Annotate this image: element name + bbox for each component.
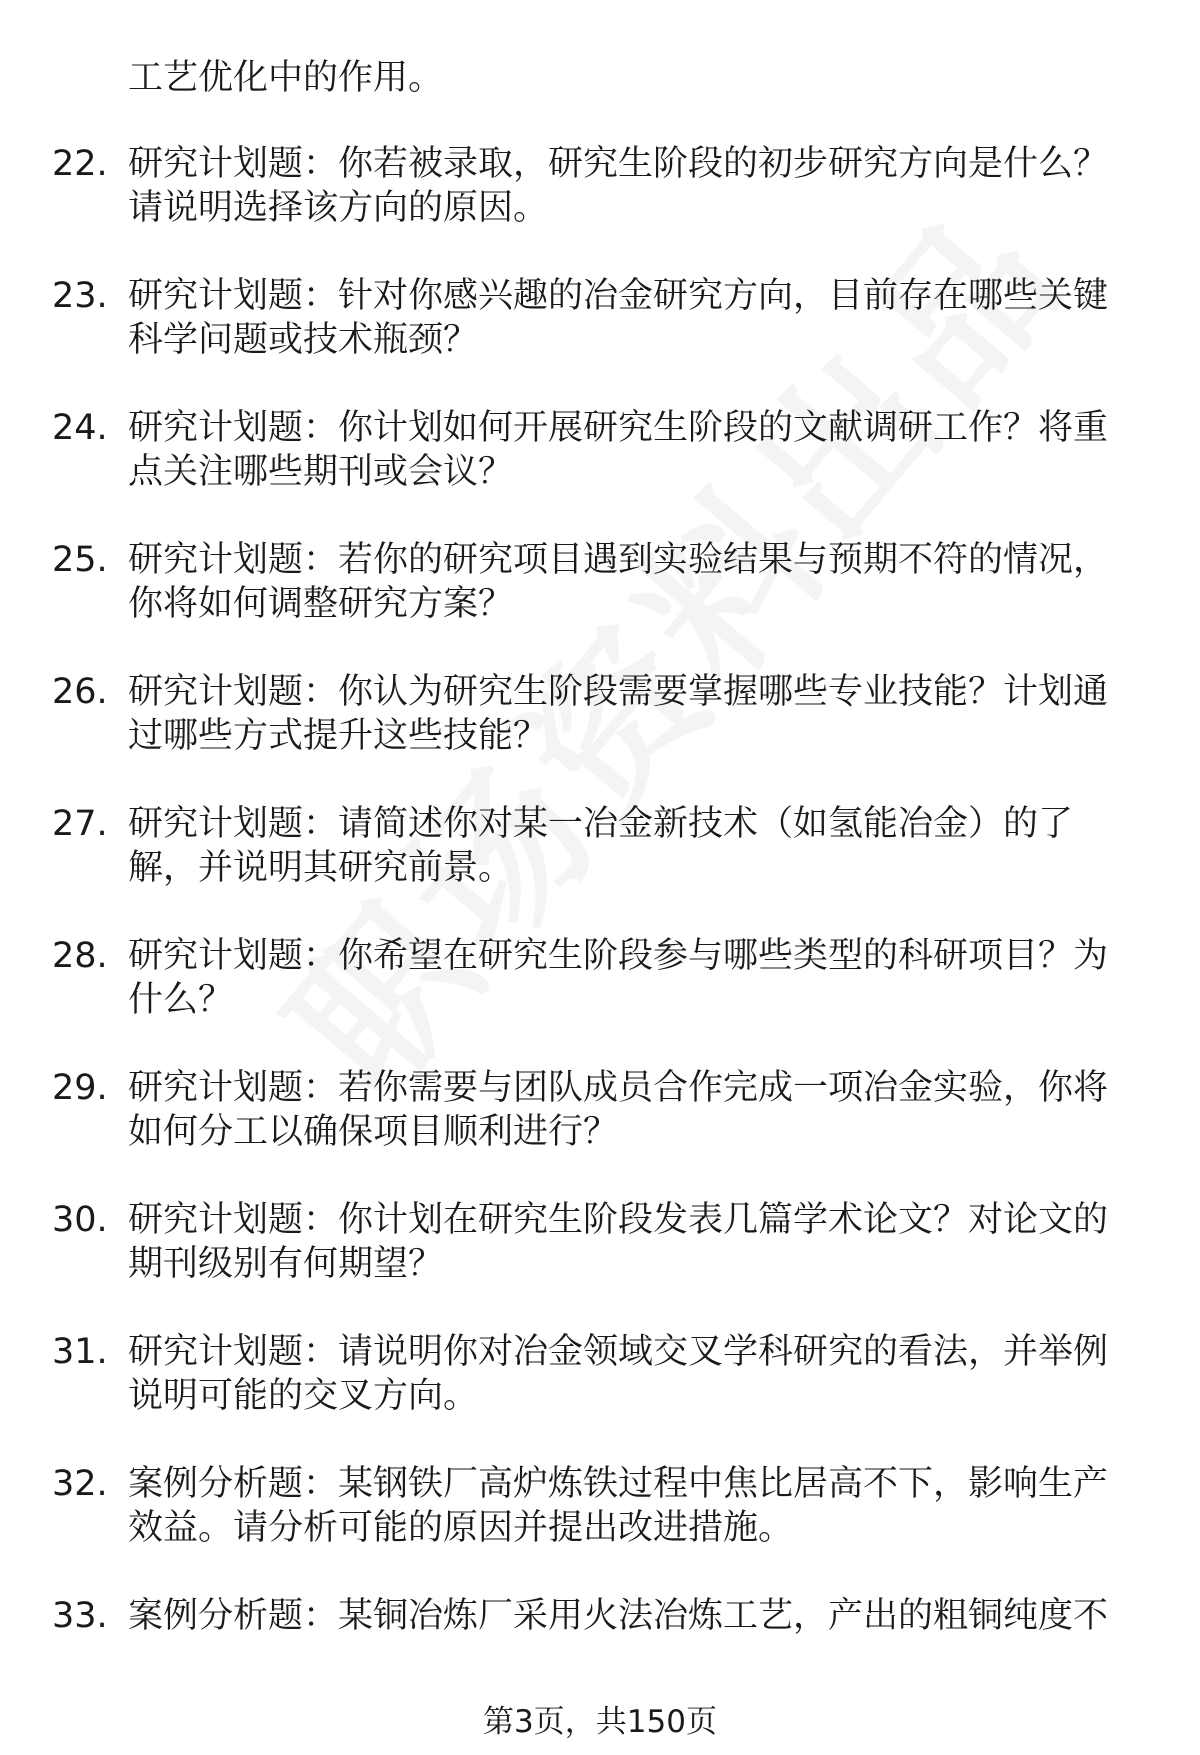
question-text: 研究计划题：请说明你对冶金领域交叉学科研究的看法，并举例说明可能的交叉方向。 — [128, 1332, 1109, 1416]
question-number: 29. — [52, 1068, 108, 1108]
question-text: 案例分析题：某钢铁厂高炉炼铁过程中焦比居高不下，影响生产效益。请分析可能的原因并提出改进措施。 — [128, 1464, 1109, 1548]
question-number: 25. — [52, 540, 108, 580]
question-item — [52, 1198, 1142, 1330]
question-item — [52, 670, 1142, 802]
question-text: 研究计划题：针对你感兴趣的冶金研究方向，目前存在哪些关键科学问题或技术瓶颈？ — [128, 276, 1109, 360]
question-number: 27. — [52, 804, 108, 844]
page-footer: 第3页，共150页 — [483, 1704, 717, 1740]
question-text: 研究计划题：你若被录取，研究生阶段的初步研究方向是什么？请说明选择该方向的原因。 — [128, 144, 1109, 228]
question-number: 33. — [52, 1596, 108, 1636]
question-item — [52, 406, 1142, 538]
question-text: 研究计划题：你计划如何开展研究生阶段的文献调研工作？将重点关注哪些期刊或会议？ — [128, 408, 1109, 492]
question-number: 30. — [52, 1200, 108, 1240]
continued-text: 工艺优化中的作用。 — [128, 58, 444, 98]
question-number: 28. — [52, 936, 108, 976]
question-number: 31. — [52, 1332, 108, 1372]
question-text: 案例分析题：某铜冶炼厂采用火法冶炼工艺，产出的粗铜纯度不 — [128, 1596, 1109, 1636]
question-item — [52, 1330, 1142, 1462]
question-number: 32. — [52, 1464, 108, 1504]
question-text: 研究计划题：你认为研究生阶段需要掌握哪些专业技能？计划通过哪些方式提升这些技能？ — [128, 672, 1109, 756]
question-number: 24. — [52, 408, 108, 448]
question-number: 23. — [52, 276, 108, 316]
question-number: 22. — [52, 144, 108, 184]
question-text: 研究计划题：你希望在研究生阶段参与哪些类型的科研项目？为什么？ — [128, 936, 1109, 1020]
question-number: 26. — [52, 672, 108, 712]
question-item — [52, 274, 1142, 406]
question-list — [52, 142, 1142, 1726]
question-item — [52, 934, 1142, 1066]
question-item — [52, 1462, 1142, 1594]
question-item — [52, 142, 1142, 274]
question-text: 研究计划题：你计划在研究生阶段发表几篇学术论文？对论文的期刊级别有何期望？ — [128, 1200, 1109, 1284]
question-item — [52, 802, 1142, 934]
question-text: 研究计划题：请简述你对某一冶金新技术（如氢能冶金）的了解，并说明其研究前景。 — [128, 804, 1074, 888]
question-text: 研究计划题：若你的研究项目遇到实验结果与预期不符的情况，你将如何调整研究方案？ — [128, 540, 1109, 624]
question-text: 研究计划题：若你需要与团队成员合作完成一项冶金实验，你将如何分工以确保项目顺利进行？ — [128, 1068, 1109, 1152]
question-item — [52, 1066, 1142, 1198]
question-item — [52, 538, 1142, 670]
